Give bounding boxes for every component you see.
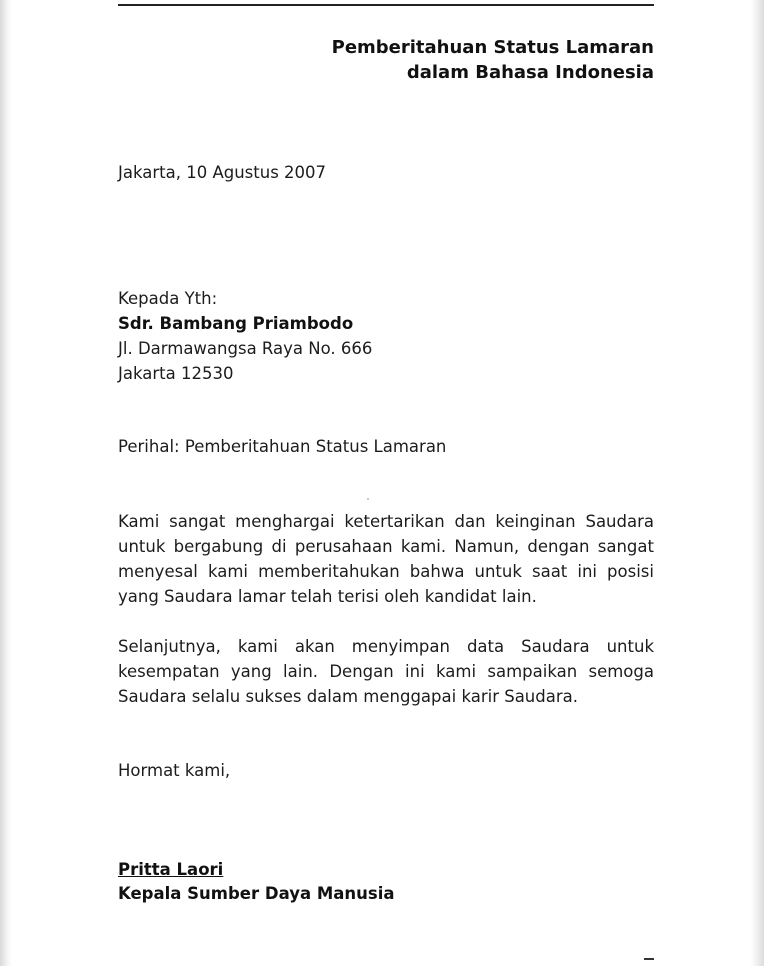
recipient-block [118,286,372,386]
letter-closing: Hormat kami, [118,761,231,780]
top-rule [118,4,654,6]
page-edge-right [750,0,764,966]
letter-date: Jakarta, 10 Agustus 2007 [118,163,327,182]
document-title [332,35,654,85]
page-corner-mark [644,958,654,960]
title-line-1: Pemberitahuan Status Lamaran [331,37,654,58]
title-line-2: dalam Bahasa Indonesia [406,62,654,83]
signatory-name: Pritta Laori [118,860,224,879]
page-edge-left [0,0,12,966]
recipient-address-line-1: Jl. Darmawangsa Raya No. 666 [118,339,373,358]
recipient-name: Sdr. Bambang Priambodo [118,314,354,333]
body-paragraph-1: Kami sangat menghargai ketertarikan dan keinginan Saudara untuk bergabung di perusahaan kami. Namun, dengan sangat menyesal kami memberitahukan bahwa untuk saat ini posisi yang Saudara lamar telah terisi oleh kandidat lain. [118,512,654,606]
recipient-salutation: Kepada Yth: [118,289,218,308]
stray-mark [367,498,369,500]
body-paragraph-2: Selanjutnya, kami akan menyimpan data Saudara untuk kesempatan yang lain. Dengan ini kami sampaikan semoga Saudara selalu sukses dalam menggapai karir Saudara. [118,637,654,706]
signatory-title: Kepala Sumber Daya Manusia [118,884,395,903]
letter-subject: Perihal: Pemberitahuan Status Lamaran [118,437,447,456]
recipient-address-line-2: Jakarta 12530 [118,364,234,383]
